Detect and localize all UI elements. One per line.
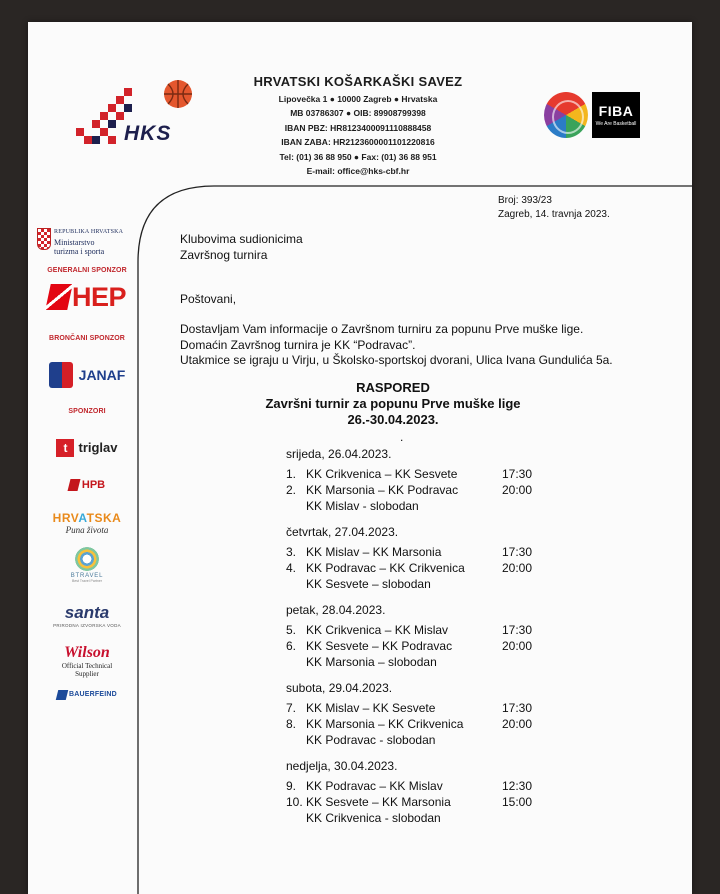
btravel-logo: BTRAVEL Best Travel Partner xyxy=(71,547,104,583)
croatian-coat-of-arms-icon xyxy=(37,228,51,250)
iban-pbz-line: IBAN PBZ: HR8123400091110888458 xyxy=(284,122,432,133)
game-row xyxy=(286,622,586,638)
hep-logo: HEP xyxy=(48,282,126,313)
bye-row xyxy=(286,654,586,670)
game-match: KK Podravac – KK Crikvenica xyxy=(306,561,465,575)
schedule-day xyxy=(286,680,586,748)
bye-row xyxy=(286,732,586,748)
hpb-logo: HPB xyxy=(69,479,105,491)
triglav-mark-icon: t xyxy=(56,439,74,457)
greeting: Poštovani, xyxy=(180,292,237,306)
bronze-sponsor-label: BRONČANI SPONZOR xyxy=(49,334,125,342)
game-number: 5. xyxy=(286,623,297,637)
hrvatska-tourism-logo: HRVATSKA Puna života xyxy=(52,510,122,535)
game-row xyxy=(286,716,586,732)
game-time: 17:30 xyxy=(502,545,533,559)
game-match: KK Marsonia – KK Crikvenica xyxy=(306,717,464,731)
sponsors-label: SPONZORI xyxy=(68,407,106,415)
bye-team: KK Crikvenica - slobodan xyxy=(306,811,441,825)
game-number: 2. xyxy=(286,483,297,497)
game-time: 20:00 xyxy=(502,483,533,497)
day-date: srijeda, 26.04.2023. xyxy=(286,447,392,461)
janaf-logo: JANAF xyxy=(49,362,126,388)
game-match: KK Sesvete – KK Marsonia xyxy=(306,795,451,809)
game-match: KK Crikvenica – KK Mislav xyxy=(306,623,449,637)
wilson-logo: Wilson Official Technical Supplier xyxy=(61,643,113,678)
game-row xyxy=(286,778,586,794)
schedule-day xyxy=(286,446,586,514)
iban-zaba-line: IBAN ZABA: HR2123600001101220816 xyxy=(281,137,435,148)
game-number: 10. xyxy=(286,795,303,809)
hep-mark-icon xyxy=(45,284,73,310)
game-row xyxy=(286,700,586,716)
letter-page xyxy=(28,22,692,894)
game-match: KK Mislav – KK Sesvete xyxy=(306,701,436,715)
game-number: 8. xyxy=(286,717,297,731)
game-row xyxy=(286,482,586,498)
schedule xyxy=(286,446,586,836)
game-time: 17:30 xyxy=(502,623,533,637)
letterhead xyxy=(238,74,478,178)
game-number: 1. xyxy=(286,467,297,481)
game-row xyxy=(286,794,586,810)
schedule-title-block xyxy=(248,380,538,428)
day-date: nedjelja, 30.04.2023. xyxy=(286,759,398,773)
game-time: 20:00 xyxy=(502,717,533,731)
org-name: HRVATSKI KOŠARKAŠKI SAVEZ xyxy=(253,74,463,89)
santa-logo: santa PRIRODNA IZVORSKA VODA xyxy=(53,602,121,628)
intro-paragraph: Dostavljam Vam informacije o Završnom turniru za popunu Prve muške lige. Domaćin Završnog turnira je KK “Podravac”. Utakmice se igraju u Virju, u Školsko-sportskoj dvorani, Ulica Ivana Gundulića 5a. xyxy=(180,322,613,367)
hks-logo-text: HKS xyxy=(124,122,172,145)
bye-row xyxy=(286,576,586,592)
game-time: 17:30 xyxy=(502,467,533,481)
email-line: E-mail: office@hks-cbf.hr xyxy=(306,166,410,177)
day-date: petak, 28.04.2023. xyxy=(286,603,386,617)
schedule-day xyxy=(286,602,586,670)
bye-row xyxy=(286,498,586,514)
hks-logo xyxy=(72,76,222,166)
game-match: KK Crikvenica – KK Sesvete xyxy=(306,467,458,481)
schedule-subtitle: Završni turnir za popunu Prve muške lige xyxy=(265,396,521,411)
game-row xyxy=(286,638,586,654)
recipient-block: Klubovima sudionicima Završnog turnira xyxy=(180,232,303,262)
schedule-day xyxy=(286,524,586,592)
address-line: Lipovečka 1 ● 10000 Zagreb ● Hrvatska xyxy=(278,94,438,104)
game-row xyxy=(286,466,586,482)
bye-team: KK Sesvete – slobodan xyxy=(306,577,431,591)
letter-date: Zagreb, 14. travnja 2023. xyxy=(498,209,610,220)
stray-dot: . xyxy=(400,430,404,444)
fiba-wordmark: FIBA We Are Basketball xyxy=(592,92,640,138)
bye-team: KK Podravac - slobodan xyxy=(306,733,436,747)
basketball-icon xyxy=(544,92,588,138)
schedule-dates: 26.-30.04.2023. xyxy=(347,412,439,427)
game-number: 9. xyxy=(286,779,297,793)
bye-team: KK Marsonia – slobodan xyxy=(306,655,437,669)
game-time: 20:00 xyxy=(502,639,533,653)
reference-number: Broj: 393/23 xyxy=(498,195,552,206)
game-time: 12:30 xyxy=(502,779,533,793)
game-match: KK Sesvete – KK Podravac xyxy=(306,639,453,653)
day-date: subota, 29.04.2023. xyxy=(286,681,393,695)
game-match: KK Podravac – KK Mislav xyxy=(306,779,443,793)
game-time: 17:30 xyxy=(502,701,533,715)
janaf-mark-icon xyxy=(49,362,73,388)
game-number: 4. xyxy=(286,561,297,575)
bye-team: KK Mislav - slobodan xyxy=(306,499,419,513)
registration-line: MB 03786307 ● OIB: 89908799398 xyxy=(290,108,426,119)
btravel-mark-icon xyxy=(75,547,99,571)
schedule-title: RASPORED xyxy=(356,380,430,395)
bauerfeind-logo: BAUERFEIND xyxy=(57,690,117,700)
triglav-logo: t triglav xyxy=(56,439,117,457)
bye-row xyxy=(286,810,586,826)
game-row xyxy=(286,544,586,560)
phone-line: Tel: (01) 36 88 950 ● Fax: (01) 36 88 951 xyxy=(279,151,437,162)
game-number: 7. xyxy=(286,701,297,715)
game-time: 20:00 xyxy=(502,561,533,575)
game-match: KK Mislav – KK Marsonia xyxy=(306,545,442,559)
hpb-mark-icon xyxy=(67,479,80,491)
game-number: 3. xyxy=(286,545,297,559)
ministry-logo: REPUBLIKA HRVATSKA Ministarstvo turizma i sporta xyxy=(37,228,145,257)
game-match: KK Marsonia – KK Podravac xyxy=(306,483,459,497)
sponsor-sidebar xyxy=(28,222,146,700)
day-date: četvrtak, 27.04.2023. xyxy=(286,525,399,539)
bauerfeind-mark-icon xyxy=(56,690,68,700)
general-sponsor-label: GENERALNI SPONZOR xyxy=(47,266,127,274)
schedule-day xyxy=(286,758,586,826)
game-number: 6. xyxy=(286,639,297,653)
fiba-logo xyxy=(544,92,644,140)
reference-block xyxy=(498,194,610,222)
game-time: 15:00 xyxy=(502,795,533,809)
game-row xyxy=(286,560,586,576)
